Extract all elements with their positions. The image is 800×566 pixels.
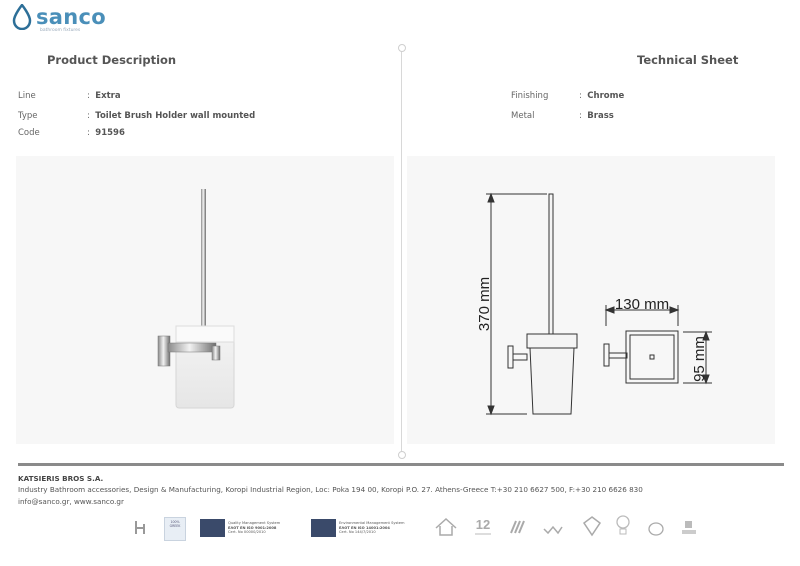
svg-text:12: 12 (475, 517, 491, 532)
cert1-no: Cert. No 00000/2010 (228, 530, 266, 535)
brand-tagline: bathroom fixtures (40, 28, 81, 33)
spec-metal-value: Brass (587, 111, 614, 121)
spec-line-label: Line (18, 91, 36, 101)
spec-code-label: Code (18, 128, 40, 138)
shield-icon (582, 515, 602, 537)
technical-drawing (407, 156, 775, 444)
technical-drawing-panel (407, 156, 775, 444)
greek-badge (164, 517, 186, 541)
spec-finishing-value: Chrome (587, 91, 625, 101)
divider-top-dot (398, 44, 406, 52)
wave-icon (542, 521, 564, 537)
depth-dimension-label: 95 mm (691, 336, 708, 382)
spec-type-label: Type (18, 111, 38, 121)
brand-logo (12, 4, 106, 33)
product-description-title: Product Description (47, 53, 177, 67)
spec-type-row: : Toilet Brush Holder wall mounted (87, 111, 256, 121)
width-dimension-label: 130 mm (614, 296, 670, 313)
spec-finishing-row: : Chrome (579, 91, 625, 101)
oval-badge-icon (647, 521, 665, 537)
nano-icon (679, 518, 699, 538)
twelve-years-icon (472, 515, 494, 539)
water-drop-icon (12, 4, 32, 30)
cert2-title: Environmental Management System (339, 521, 405, 526)
spec-line-value: Extra (95, 91, 121, 101)
iso-9001-cert (200, 519, 280, 537)
house-icon (434, 516, 458, 538)
lightbulb-icon (614, 513, 632, 539)
spec-metal-row: : Brass (579, 111, 614, 121)
cert-logo-icon (200, 519, 225, 537)
cert1-std: ΕΛΟΤ EN ISO 9001:2008 (228, 525, 277, 530)
footer-divider (18, 463, 784, 466)
cert2-no: Cert. No 144/7/2010 (339, 530, 376, 535)
cert-logo-icon (311, 519, 336, 537)
cert2-std: ΕΛΟΤ EN ISO 14001:2004 (339, 525, 390, 530)
spec-metal-label: Metal (511, 111, 535, 121)
spec-code-row: : 91596 (87, 128, 125, 138)
hotel-icon (132, 518, 152, 538)
cert1-title: Quality Management System (228, 521, 281, 526)
center-divider (401, 48, 402, 456)
product-photo-panel (16, 156, 394, 444)
footer-address: Industry Bathroom accessories, Design & Manufacturing, Koropi Industrial Region, Loc: Poka 194 00, Koropi P.O. 27. Athens-Greece T:+30 210 6627 500, F:+30 210 6626 830 (18, 485, 643, 494)
brand-name: sanco (36, 5, 106, 29)
spec-line-row: : Extra (87, 91, 121, 101)
spec-code-value: 91596 (95, 128, 125, 138)
product-photo (16, 156, 394, 444)
iso-14001-cert (311, 519, 405, 537)
greek-badge-label: 100% GREEK (169, 520, 181, 528)
footer-company: KATSIERIS BROS S.A. (18, 474, 104, 483)
stripes-icon (507, 517, 527, 537)
technical-sheet-title: Technical Sheet (637, 53, 739, 67)
spec-finishing-label: Finishing (511, 91, 549, 101)
height-dimension-label: 370 mm (476, 276, 493, 332)
footer-contact[interactable]: info@sanco.gr, www.sanco.gr (18, 497, 124, 506)
spec-type-value: Toilet Brush Holder wall mounted (95, 111, 256, 121)
divider-bottom-dot (398, 451, 406, 459)
